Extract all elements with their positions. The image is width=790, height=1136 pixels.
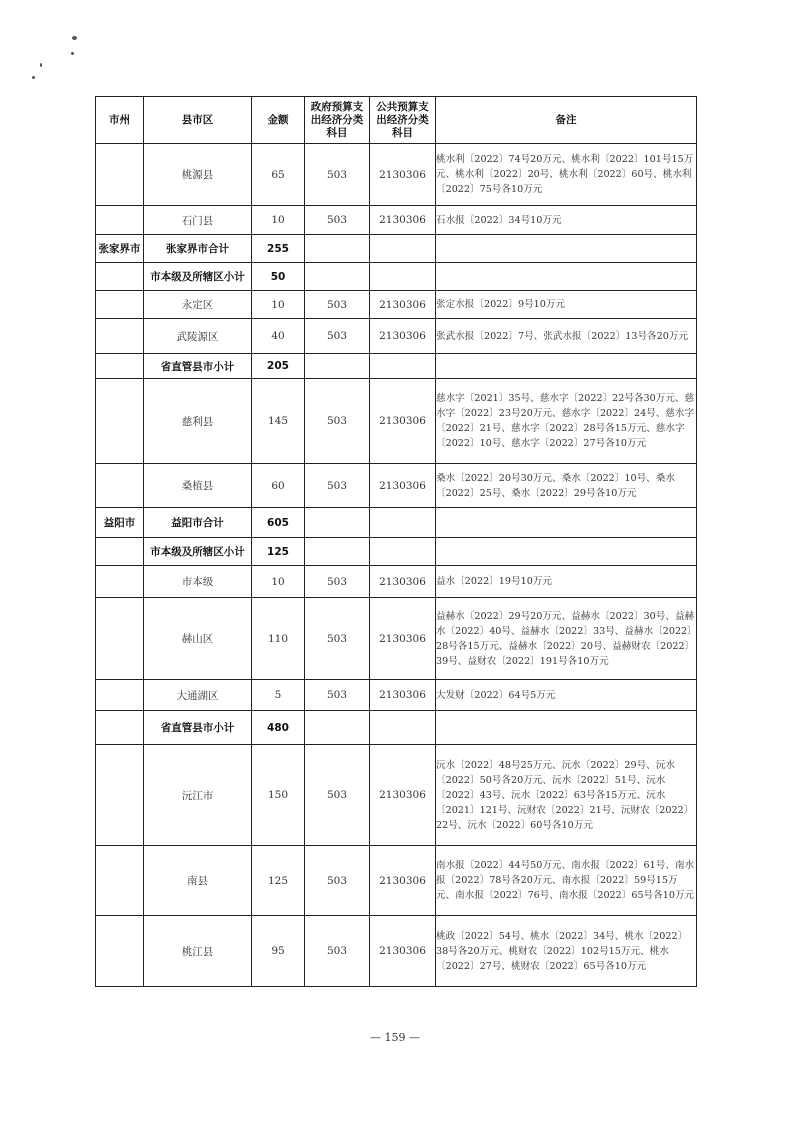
city-cell xyxy=(96,379,144,464)
county-cell: 省直管县市小计 xyxy=(144,711,252,745)
city-cell xyxy=(96,263,144,291)
city-cell xyxy=(96,538,144,566)
pub-class-cell xyxy=(370,538,436,566)
table-row xyxy=(96,235,697,263)
table-row xyxy=(96,319,697,354)
pub-class-cell: 2130306 xyxy=(370,319,436,354)
pub-class-cell: 2130306 xyxy=(370,379,436,464)
note-cell: 桃政〔2022〕54号、桃水〔2022〕34号、桃水〔2022〕38号各20万元、桃财农〔2022〕102号15万元、桃水〔2022〕27号、桃财农〔2022〕65号各10万元 xyxy=(436,916,697,987)
header-amount: 金额 xyxy=(252,97,305,144)
amount-cell: 95 xyxy=(252,916,305,987)
note-cell: 大发财〔2022〕64号5万元 xyxy=(436,680,697,711)
pub-class-cell xyxy=(370,711,436,745)
pub-class-cell xyxy=(370,354,436,379)
table-row xyxy=(96,291,697,319)
table-row xyxy=(96,846,697,916)
gov-class-cell xyxy=(305,538,370,566)
header-city: 市州 xyxy=(96,97,144,144)
county-cell: 石门县 xyxy=(144,206,252,235)
amount-cell: 145 xyxy=(252,379,305,464)
city-cell xyxy=(96,354,144,379)
gov-class-cell: 503 xyxy=(305,291,370,319)
pub-class-cell xyxy=(370,235,436,263)
pub-class-cell: 2130306 xyxy=(370,680,436,711)
amount-cell: 40 xyxy=(252,319,305,354)
gov-class-cell: 503 xyxy=(305,319,370,354)
gov-class-cell: 503 xyxy=(305,206,370,235)
amount-cell: 605 xyxy=(252,508,305,538)
header-note: 备注 xyxy=(436,97,697,144)
scan-speck xyxy=(72,36,77,40)
gov-class-cell: 503 xyxy=(305,745,370,846)
gov-class-cell: 503 xyxy=(305,916,370,987)
county-cell: 南县 xyxy=(144,846,252,916)
pub-class-cell: 2130306 xyxy=(370,916,436,987)
amount-cell: 10 xyxy=(252,566,305,598)
pub-class-cell xyxy=(370,508,436,538)
pub-class-cell: 2130306 xyxy=(370,291,436,319)
table-row xyxy=(96,379,697,464)
note-cell xyxy=(436,538,697,566)
note-cell: 桃水利〔2022〕74号20万元、桃水利〔2022〕101号15万元、桃水利〔2022〕20号、桃水利〔2022〕60号、桃水利〔2022〕75号各10万元 xyxy=(436,144,697,206)
county-cell: 永定区 xyxy=(144,291,252,319)
city-cell xyxy=(96,711,144,745)
pub-class-cell: 2130306 xyxy=(370,464,436,508)
amount-cell: 60 xyxy=(252,464,305,508)
table-header-row xyxy=(96,97,697,144)
note-cell: 益赫水〔2022〕29号20万元、益赫水〔2022〕30号、益赫水〔2022〕40号、益赫水〔2022〕33号、益赫水〔2022〕28号各15万元、益赫水〔2022〕20号、益赫财农〔2022〕39号、益财农〔2022〕191号各10万元 xyxy=(436,598,697,680)
table-row xyxy=(96,354,697,379)
header-gov-class: 政府预算支出经济分类科目 xyxy=(305,97,370,144)
gov-class-cell xyxy=(305,235,370,263)
table-row xyxy=(96,538,697,566)
gov-class-cell: 503 xyxy=(305,598,370,680)
city-cell xyxy=(96,846,144,916)
note-cell xyxy=(436,711,697,745)
county-cell: 桃江县 xyxy=(144,916,252,987)
county-cell: 省直管县市小计 xyxy=(144,354,252,379)
note-cell: 桑水〔2022〕20号30万元、桑水〔2022〕10号、桑水〔2022〕25号、桑水〔2022〕29号各10万元 xyxy=(436,464,697,508)
note-cell: 张定水报〔2022〕9号10万元 xyxy=(436,291,697,319)
amount-cell: 125 xyxy=(252,846,305,916)
table-row xyxy=(96,144,697,206)
county-cell: 张家界市合计 xyxy=(144,235,252,263)
city-cell xyxy=(96,144,144,206)
amount-cell: 255 xyxy=(252,235,305,263)
pub-class-cell xyxy=(370,263,436,291)
city-cell: 益阳市 xyxy=(96,508,144,538)
county-cell: 市本级 xyxy=(144,566,252,598)
table-row xyxy=(96,508,697,538)
city-cell xyxy=(96,680,144,711)
city-cell xyxy=(96,319,144,354)
amount-cell: 65 xyxy=(252,144,305,206)
county-cell: 慈利县 xyxy=(144,379,252,464)
pub-class-cell: 2130306 xyxy=(370,206,436,235)
city-cell xyxy=(96,464,144,508)
note-cell: 益水〔2022〕19号10万元 xyxy=(436,566,697,598)
gov-class-cell xyxy=(305,508,370,538)
table-row xyxy=(96,711,697,745)
pub-class-cell: 2130306 xyxy=(370,566,436,598)
amount-cell: 10 xyxy=(252,206,305,235)
city-cell xyxy=(96,916,144,987)
city-cell xyxy=(96,206,144,235)
page-number: — 159 — xyxy=(370,1031,420,1044)
county-cell: 市本级及所辖区小计 xyxy=(144,538,252,566)
table-row xyxy=(96,206,697,235)
note-cell xyxy=(436,235,697,263)
county-cell: 益阳市合计 xyxy=(144,508,252,538)
gov-class-cell: 503 xyxy=(305,464,370,508)
gov-class-cell xyxy=(305,711,370,745)
scan-speck xyxy=(40,63,42,67)
pub-class-cell: 2130306 xyxy=(370,846,436,916)
amount-cell: 150 xyxy=(252,745,305,846)
scan-speck xyxy=(32,76,35,79)
amount-cell: 110 xyxy=(252,598,305,680)
county-cell: 沅江市 xyxy=(144,745,252,846)
pub-class-cell: 2130306 xyxy=(370,745,436,846)
amount-cell: 50 xyxy=(252,263,305,291)
note-cell xyxy=(436,508,697,538)
table-row xyxy=(96,566,697,598)
city-cell xyxy=(96,745,144,846)
city-cell: 张家界市 xyxy=(96,235,144,263)
amount-cell: 5 xyxy=(252,680,305,711)
note-cell xyxy=(436,354,697,379)
table-row xyxy=(96,464,697,508)
table-row xyxy=(96,263,697,291)
gov-class-cell: 503 xyxy=(305,846,370,916)
note-cell: 慈水字〔2021〕35号、慈水字〔2022〕22号各30万元、慈水字〔2022〕23号20万元、慈水字〔2022〕24号、慈水字〔2022〕21号、慈水字〔2022〕28号各15万元、慈水字〔2022〕10号、慈水字〔2022〕27号各10万元 xyxy=(436,379,697,464)
header-pub-class: 公共预算支出经济分类科目 xyxy=(370,97,436,144)
note-cell: 石水报〔2022〕34号10万元 xyxy=(436,206,697,235)
table-row xyxy=(96,680,697,711)
city-cell xyxy=(96,566,144,598)
city-cell xyxy=(96,598,144,680)
amount-cell: 10 xyxy=(252,291,305,319)
county-cell: 大通湖区 xyxy=(144,680,252,711)
note-cell: 沅水〔2022〕48号25万元、沅水〔2022〕29号、沅水〔2022〕50号各20万元、沅水〔2022〕51号、沅水〔2022〕43号、沅水〔2022〕63号各15万元、沅水〔2021〕121号、沅财农〔2022〕21号、沅财农〔2022〕22号、沅水〔2022〕60号各10万元 xyxy=(436,745,697,846)
county-cell: 桑植县 xyxy=(144,464,252,508)
gov-class-cell xyxy=(305,354,370,379)
table-row xyxy=(96,916,697,987)
note-cell xyxy=(436,263,697,291)
county-cell: 市本级及所辖区小计 xyxy=(144,263,252,291)
scan-speck xyxy=(71,52,74,55)
amount-cell: 480 xyxy=(252,711,305,745)
gov-class-cell: 503 xyxy=(305,680,370,711)
note-cell: 张武水报〔2022〕7号、张武水报〔2022〕13号各20万元 xyxy=(436,319,697,354)
header-county: 县市区 xyxy=(144,97,252,144)
note-cell: 南水报〔2022〕44号50万元、南水报〔2022〕61号、南水报〔2022〕78号各20万元、南水报〔2022〕59号15万元、南水报〔2022〕76号、南水报〔2022〕65号各10万元 xyxy=(436,846,697,916)
pub-class-cell: 2130306 xyxy=(370,144,436,206)
pub-class-cell: 2130306 xyxy=(370,598,436,680)
county-cell: 桃源县 xyxy=(144,144,252,206)
gov-class-cell: 503 xyxy=(305,566,370,598)
county-cell: 武陵源区 xyxy=(144,319,252,354)
amount-cell: 125 xyxy=(252,538,305,566)
budget-allocation-table xyxy=(95,96,697,987)
table-row xyxy=(96,598,697,680)
gov-class-cell xyxy=(305,263,370,291)
table-row xyxy=(96,745,697,846)
city-cell xyxy=(96,291,144,319)
county-cell: 赫山区 xyxy=(144,598,252,680)
gov-class-cell: 503 xyxy=(305,379,370,464)
gov-class-cell: 503 xyxy=(305,144,370,206)
amount-cell: 205 xyxy=(252,354,305,379)
